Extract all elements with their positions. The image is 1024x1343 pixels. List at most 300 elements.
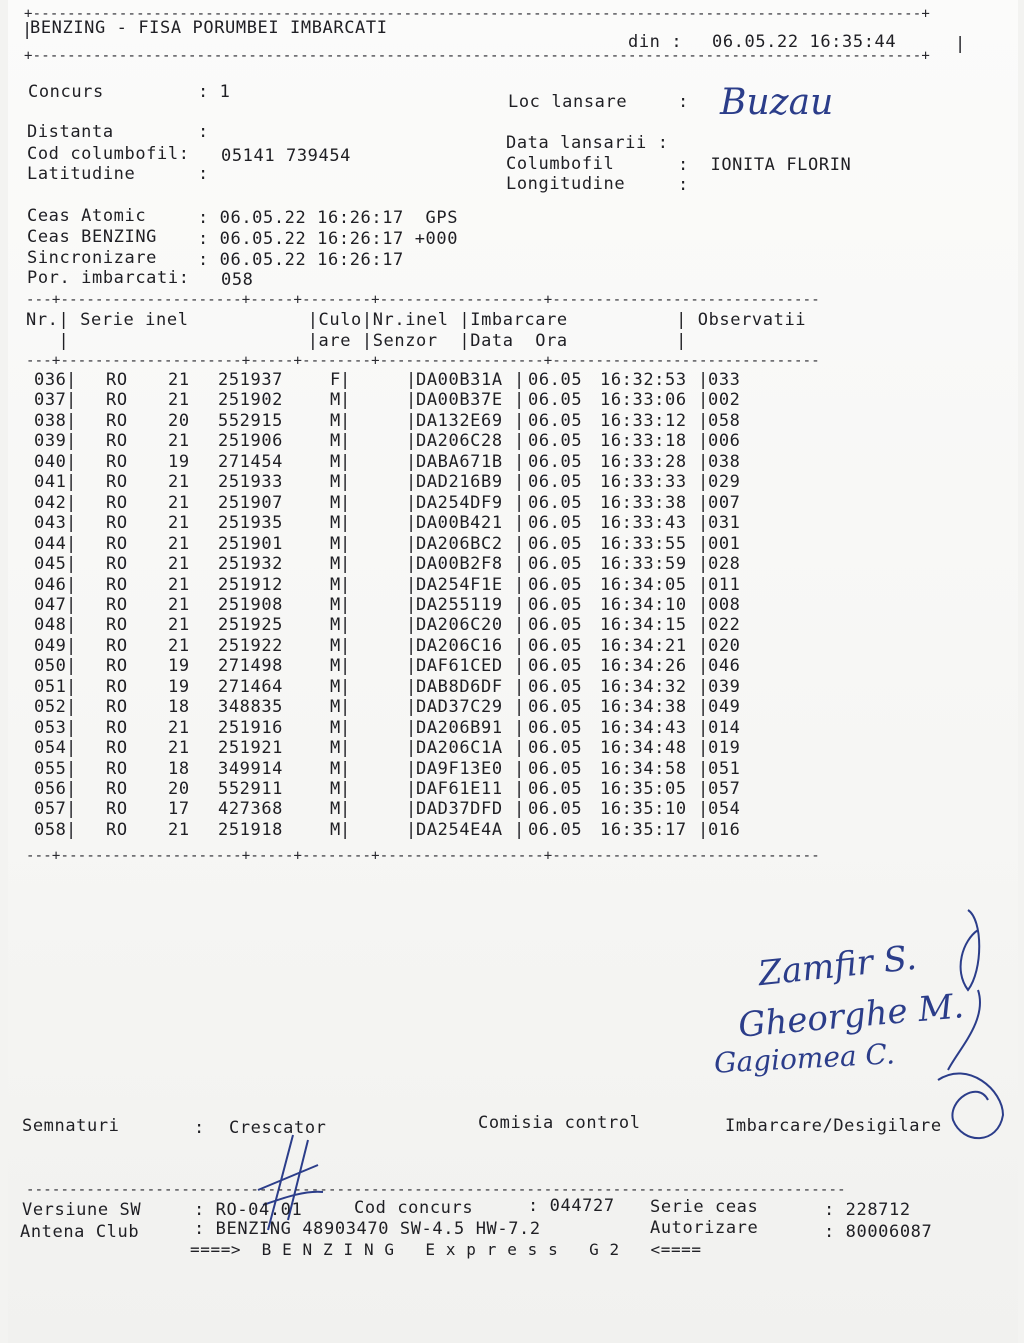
cell-ora: 16:33:43 <box>600 513 687 534</box>
cell-tara: RO <box>106 410 128 431</box>
cell-tara: RO <box>106 533 128 554</box>
distanta-value: : <box>198 122 209 142</box>
longitudine-value: : <box>678 175 689 195</box>
cell-ora: 16:35:17 <box>600 819 687 840</box>
column-separator: | <box>66 533 77 554</box>
cell-inel: 251922 <box>218 635 284 656</box>
cell-obs: 014 <box>708 717 741 738</box>
column-separator: | <box>340 410 351 431</box>
column-separator: | <box>340 492 351 513</box>
column-separator: | <box>406 472 417 493</box>
cell-obs: 016 <box>708 819 741 840</box>
header-rule-top: +-------------------------------------------------------------------------------------------------------+ <box>24 6 931 22</box>
cell-nr: 044 <box>34 533 67 554</box>
cell-sex: M <box>330 554 341 575</box>
table-rule-mid: ---+---------------------+-----+--------+-------------------+------------------------------- <box>26 353 820 369</box>
column-separator: | <box>340 451 351 472</box>
column-separator: | <box>698 554 709 575</box>
column-separator: | <box>698 574 709 595</box>
column-separator: | <box>406 635 417 656</box>
footer-rule: ----------------------------------------------------------------------------------------------- <box>26 1182 846 1198</box>
cell-inel: 251901 <box>218 533 284 554</box>
cell-senzor: DA254F1E <box>416 574 503 595</box>
table-row <box>34 513 794 534</box>
table-row <box>34 799 794 820</box>
column-separator: | <box>698 390 709 411</box>
column-separator: | <box>514 635 525 656</box>
cell-an: 21 <box>168 615 190 636</box>
cell-senzor: DA255119 <box>416 594 503 615</box>
concurs-label: Concurs <box>28 82 104 102</box>
cell-nr: 053 <box>34 717 67 738</box>
cell-ora: 16:32:53 <box>600 370 687 390</box>
cell-data: 06.05 <box>528 451 583 472</box>
column-separator: | <box>406 513 417 534</box>
column-separator: | <box>66 554 77 575</box>
column-separator: | <box>514 799 525 820</box>
table-row <box>34 431 794 452</box>
column-separator: | <box>698 370 709 390</box>
cell-inel: 349914 <box>218 758 284 779</box>
cell-an: 19 <box>168 676 190 697</box>
data-lansarii-label: Data lansarii : <box>506 133 669 153</box>
sincronizare-label: Sincronizare <box>27 248 158 268</box>
cell-data: 06.05 <box>528 758 583 779</box>
cell-obs: 033 <box>708 370 741 390</box>
column-separator: | <box>340 513 351 534</box>
column-separator: | <box>406 779 417 799</box>
column-separator: | <box>66 758 77 779</box>
cell-obs: 019 <box>708 738 741 759</box>
cell-nr: 049 <box>34 635 67 656</box>
concurs-value: : 1 <box>198 82 231 102</box>
cell-inel: 251933 <box>218 472 284 493</box>
cell-an: 21 <box>168 594 190 615</box>
cell-inel: 271454 <box>218 451 284 472</box>
column-separator: | <box>698 533 709 554</box>
table-rule-bottom: ---+---------------------+-----+--------+-------------------+------------------------------- <box>26 848 820 864</box>
cell-senzor: DA206C16 <box>416 635 503 656</box>
column-separator: | <box>340 431 351 452</box>
cell-tara: RO <box>106 779 128 799</box>
column-separator: | <box>514 717 525 738</box>
column-separator: | <box>406 656 417 677</box>
table-row <box>34 759 794 780</box>
column-separator: | <box>66 697 77 718</box>
cell-senzor: DA00B421 <box>416 513 503 534</box>
cell-ora: 16:33:38 <box>600 492 687 513</box>
semnaturi-label: Semnaturi <box>22 1116 120 1136</box>
cell-senzor: DAD216B9 <box>416 472 503 493</box>
column-separator: | <box>66 390 77 411</box>
cell-ora: 16:34:15 <box>600 615 687 636</box>
cell-sex: M <box>330 390 341 411</box>
cell-an: 21 <box>168 819 190 840</box>
cell-inel: 552911 <box>218 779 284 799</box>
column-separator: | <box>66 656 77 677</box>
cell-tara: RO <box>106 758 128 779</box>
column-separator: | <box>340 533 351 554</box>
columbofil-label: Columbofil <box>506 154 615 174</box>
cell-inel: 251925 <box>218 615 284 636</box>
cell-data: 06.05 <box>528 738 583 759</box>
column-separator: | <box>66 492 77 513</box>
column-separator: | <box>514 410 525 431</box>
cell-sex: M <box>330 738 341 759</box>
cell-inel: 251906 <box>218 431 284 452</box>
cell-nr: 057 <box>34 799 67 820</box>
column-separator: | <box>698 656 709 677</box>
brand-line: ====> B E N Z I N G E x p r e s s G 2 <==== <box>190 1240 702 1259</box>
column-separator: | <box>340 472 351 493</box>
column-separator: | <box>340 390 351 411</box>
table-row <box>34 636 794 657</box>
column-separator: | <box>406 554 417 575</box>
cell-inel: 271464 <box>218 676 284 697</box>
autorizare-value: : 80006087 <box>824 1222 933 1242</box>
crescator-label: Crescator <box>229 1118 327 1138</box>
cell-senzor: DA254E4A <box>416 819 503 840</box>
column-separator: | <box>66 451 77 472</box>
column-separator: | <box>514 472 525 493</box>
cell-data: 06.05 <box>528 656 583 677</box>
cell-ora: 16:34:58 <box>600 758 687 779</box>
cell-nr: 045 <box>34 554 67 575</box>
cell-ora: 16:33:33 <box>600 472 687 493</box>
column-separator: | <box>406 697 417 718</box>
cell-data: 06.05 <box>528 513 583 534</box>
ceas-benzing-label: Ceas BENZING <box>27 227 158 247</box>
cell-senzor: DA00B37E <box>416 390 503 411</box>
table-row <box>34 493 794 514</box>
column-separator: | <box>340 370 351 390</box>
cell-senzor: DAB8D6DF <box>416 676 503 697</box>
serie-ceas-value: : 228712 <box>824 1200 911 1220</box>
cell-nr: 052 <box>34 697 67 718</box>
cell-tara: RO <box>106 819 128 840</box>
cell-nr: 038 <box>34 410 67 431</box>
table-row <box>34 656 794 677</box>
column-separator: | <box>514 779 525 799</box>
cell-inel: 552915 <box>218 410 284 431</box>
header-border-right: | <box>955 34 966 54</box>
column-separator: | <box>406 492 417 513</box>
distanta-label: Distanta <box>27 122 114 142</box>
cell-ora: 16:34:48 <box>600 738 687 759</box>
semnaturi-colon: : <box>194 1118 205 1138</box>
column-separator: | <box>340 635 351 656</box>
column-separator: | <box>66 513 77 534</box>
loc-lansare-colon: : <box>678 92 689 112</box>
cell-nr: 039 <box>34 431 67 452</box>
cell-obs: 029 <box>708 472 741 493</box>
column-separator: | <box>340 697 351 718</box>
ceas-benzing-value: : 06.05.22 16:26:17 +000 <box>198 229 459 249</box>
cell-tara: RO <box>106 431 128 452</box>
cell-tara: RO <box>106 594 128 615</box>
cell-an: 21 <box>168 738 190 759</box>
cell-sex: M <box>330 594 341 615</box>
column-separator: | <box>406 431 417 452</box>
cell-nr: 040 <box>34 451 67 472</box>
imbarcare-desigilare-label: Imbarcare/Desigilare <box>725 1116 942 1136</box>
table-header-row-1: Nr.| Serie inel |Culo|Nr.inel |Imbarcare | Observatii <box>26 310 807 330</box>
table-row <box>34 820 794 841</box>
cell-senzor: DA206C1A <box>416 738 503 759</box>
cell-obs: 020 <box>708 635 741 656</box>
table-row <box>34 411 794 432</box>
cell-tara: RO <box>106 451 128 472</box>
cell-ora: 16:33:12 <box>600 410 687 431</box>
column-separator: | <box>406 758 417 779</box>
column-separator: | <box>698 738 709 759</box>
porumbei-imbarcati-value: 058 <box>221 270 254 290</box>
column-separator: | <box>698 758 709 779</box>
column-separator: | <box>514 656 525 677</box>
cell-ora: 16:33:59 <box>600 554 687 575</box>
column-separator: | <box>340 554 351 575</box>
cell-nr: 048 <box>34 615 67 636</box>
cell-data: 06.05 <box>528 799 583 820</box>
column-separator: | <box>340 717 351 738</box>
cell-tara: RO <box>106 676 128 697</box>
cell-sex: M <box>330 431 341 452</box>
cell-tara: RO <box>106 799 128 820</box>
column-separator: | <box>340 779 351 799</box>
cell-senzor: DA254DF9 <box>416 492 503 513</box>
column-separator: | <box>698 799 709 820</box>
signature-line-1: Zamfir S. <box>756 937 919 995</box>
cell-senzor: DA00B31A <box>416 370 503 390</box>
column-separator: | <box>406 410 417 431</box>
column-separator: | <box>698 635 709 656</box>
cell-data: 06.05 <box>528 594 583 615</box>
cell-an: 21 <box>168 717 190 738</box>
cod-concurs-value: : 044727 <box>528 1196 615 1216</box>
antena-club-value: : BENZING 48903470 SW-4.5 HW-7.2 <box>194 1219 541 1239</box>
cell-nr: 054 <box>34 738 67 759</box>
cell-inel: 251937 <box>218 370 284 390</box>
cell-obs: 028 <box>708 554 741 575</box>
column-separator: | <box>406 390 417 411</box>
cell-sex: M <box>330 574 341 595</box>
table-row <box>34 718 794 739</box>
signature-line-2: Gheorghe M. <box>736 986 966 1046</box>
cell-data: 06.05 <box>528 554 583 575</box>
cell-an: 21 <box>168 635 190 656</box>
column-separator: | <box>66 717 77 738</box>
table-row <box>34 595 794 616</box>
comisia-control-label: Comisia control <box>478 1113 641 1133</box>
cell-sex: M <box>330 656 341 677</box>
cell-inel: 251921 <box>218 738 284 759</box>
cell-sex: M <box>330 717 341 738</box>
column-separator: | <box>406 370 417 390</box>
cell-ora: 16:34:21 <box>600 635 687 656</box>
cell-data: 06.05 <box>528 574 583 595</box>
table-row <box>34 554 794 575</box>
column-separator: | <box>698 492 709 513</box>
cell-senzor: DA206B91 <box>416 717 503 738</box>
cell-inel: 251908 <box>218 594 284 615</box>
cell-senzor: DA206C28 <box>416 431 503 452</box>
cell-data: 06.05 <box>528 390 583 411</box>
cell-nr: 051 <box>34 676 67 697</box>
column-separator: | <box>698 779 709 799</box>
cell-data: 06.05 <box>528 819 583 840</box>
column-separator: | <box>514 554 525 575</box>
column-separator: | <box>514 594 525 615</box>
column-separator: | <box>66 410 77 431</box>
column-separator: | <box>340 819 351 840</box>
column-separator: | <box>66 738 77 759</box>
table-row <box>34 370 794 391</box>
cell-ora: 16:33:55 <box>600 533 687 554</box>
table-header-row-2: | |are |Senzor |Data Ora | <box>26 331 687 351</box>
column-separator: | <box>514 390 525 411</box>
header-din-value: 06.05.22 16:35:44 <box>712 32 897 52</box>
column-separator: | <box>406 819 417 840</box>
cell-obs: 001 <box>708 533 741 554</box>
cell-tara: RO <box>106 472 128 493</box>
cell-inel: 251902 <box>218 390 284 411</box>
cell-sex: M <box>330 635 341 656</box>
cell-an: 21 <box>168 472 190 493</box>
cell-data: 06.05 <box>528 676 583 697</box>
cell-data: 06.05 <box>528 410 583 431</box>
cell-senzor: DA206BC2 <box>416 533 503 554</box>
ceas-atomic-value: : 06.05.22 16:26:17 GPS <box>198 208 459 228</box>
column-separator: | <box>514 513 525 534</box>
cell-inel: 251907 <box>218 492 284 513</box>
column-separator: | <box>340 594 351 615</box>
cell-data: 06.05 <box>528 779 583 799</box>
cell-senzor: DA00B2F8 <box>416 554 503 575</box>
column-separator: | <box>514 533 525 554</box>
column-separator: | <box>406 615 417 636</box>
autorizare-label: Autorizare <box>650 1218 759 1238</box>
cell-sex: M <box>330 779 341 799</box>
table-row <box>34 697 794 718</box>
cell-obs: 058 <box>708 410 741 431</box>
signature-line-3: Gagiomea C. <box>713 1037 896 1080</box>
cell-sex: M <box>330 697 341 718</box>
cell-an: 21 <box>168 513 190 534</box>
column-separator: | <box>698 472 709 493</box>
cell-obs: 049 <box>708 697 741 718</box>
cell-nr: 047 <box>34 594 67 615</box>
cell-data: 06.05 <box>528 697 583 718</box>
cell-ora: 16:34:05 <box>600 574 687 595</box>
cell-tara: RO <box>106 574 128 595</box>
cell-nr: 050 <box>34 656 67 677</box>
column-separator: | <box>514 738 525 759</box>
cell-an: 20 <box>168 410 190 431</box>
cell-sex: M <box>330 799 341 820</box>
column-separator: | <box>406 738 417 759</box>
cell-obs: 046 <box>708 656 741 677</box>
cell-an: 21 <box>168 492 190 513</box>
cell-nr: 043 <box>34 513 67 534</box>
cell-an: 19 <box>168 451 190 472</box>
column-separator: | <box>406 574 417 595</box>
cell-data: 06.05 <box>528 431 583 452</box>
cell-tara: RO <box>106 554 128 575</box>
cell-sex: M <box>330 513 341 534</box>
column-separator: | <box>406 717 417 738</box>
cell-ora: 16:34:43 <box>600 717 687 738</box>
header-title: BENZING - FISA PORUMBEI IMBARCATI <box>30 18 388 38</box>
header-border-left: | <box>22 20 33 40</box>
cell-nr: 042 <box>34 492 67 513</box>
antena-club-label: Antena Club <box>20 1222 140 1242</box>
column-separator: | <box>698 451 709 472</box>
loc-lansare-label: Loc lansare <box>508 92 628 112</box>
column-separator: | <box>340 758 351 779</box>
cod-columbofil-value: 05141 739454 <box>221 146 352 166</box>
column-separator: | <box>66 779 77 799</box>
column-separator: | <box>514 574 525 595</box>
table-row <box>34 390 794 411</box>
cell-sex: M <box>330 451 341 472</box>
column-separator: | <box>66 676 77 697</box>
cell-an: 19 <box>168 656 190 677</box>
cell-sex: M <box>330 472 341 493</box>
ceas-atomic-label: Ceas Atomic <box>27 206 147 226</box>
sincronizare-value: : 06.05.22 16:26:17 <box>198 250 404 270</box>
column-separator: | <box>514 676 525 697</box>
cell-ora: 16:33:18 <box>600 431 687 452</box>
cell-sex: M <box>330 533 341 554</box>
column-separator: | <box>406 451 417 472</box>
cell-tara: RO <box>106 738 128 759</box>
cell-tara: RO <box>106 615 128 636</box>
table-row <box>34 677 794 698</box>
cell-an: 18 <box>168 697 190 718</box>
cell-nr: 037 <box>34 390 67 411</box>
cell-data: 06.05 <box>528 370 583 390</box>
cell-tara: RO <box>106 513 128 534</box>
table-rule-top: ---+---------------------+-----+--------+-------------------+------------------------------- <box>26 292 820 308</box>
column-separator: | <box>66 799 77 820</box>
cell-obs: 057 <box>708 779 741 799</box>
cell-inel: 427368 <box>218 799 284 820</box>
cell-tara: RO <box>106 390 128 411</box>
cell-ora: 16:34:10 <box>600 594 687 615</box>
column-separator: | <box>406 533 417 554</box>
column-separator: | <box>514 492 525 513</box>
column-separator: | <box>406 594 417 615</box>
cell-senzor: DAF61CED <box>416 656 503 677</box>
column-separator: | <box>514 819 525 840</box>
cell-an: 21 <box>168 574 190 595</box>
cell-data: 06.05 <box>528 615 583 636</box>
cell-obs: 038 <box>708 451 741 472</box>
cell-obs: 011 <box>708 574 741 595</box>
cell-sex: M <box>330 615 341 636</box>
cell-nr: 055 <box>34 758 67 779</box>
column-separator: | <box>698 513 709 534</box>
columbofil-value: : IONITA FLORIN <box>678 155 852 175</box>
cell-senzor: DAD37C29 <box>416 697 503 718</box>
column-separator: | <box>698 676 709 697</box>
cell-obs: 022 <box>708 615 741 636</box>
cell-inel: 251912 <box>218 574 284 595</box>
cell-tara: RO <box>106 635 128 656</box>
column-separator: | <box>514 697 525 718</box>
cell-ora: 16:35:05 <box>600 779 687 799</box>
cell-obs: 051 <box>708 758 741 779</box>
